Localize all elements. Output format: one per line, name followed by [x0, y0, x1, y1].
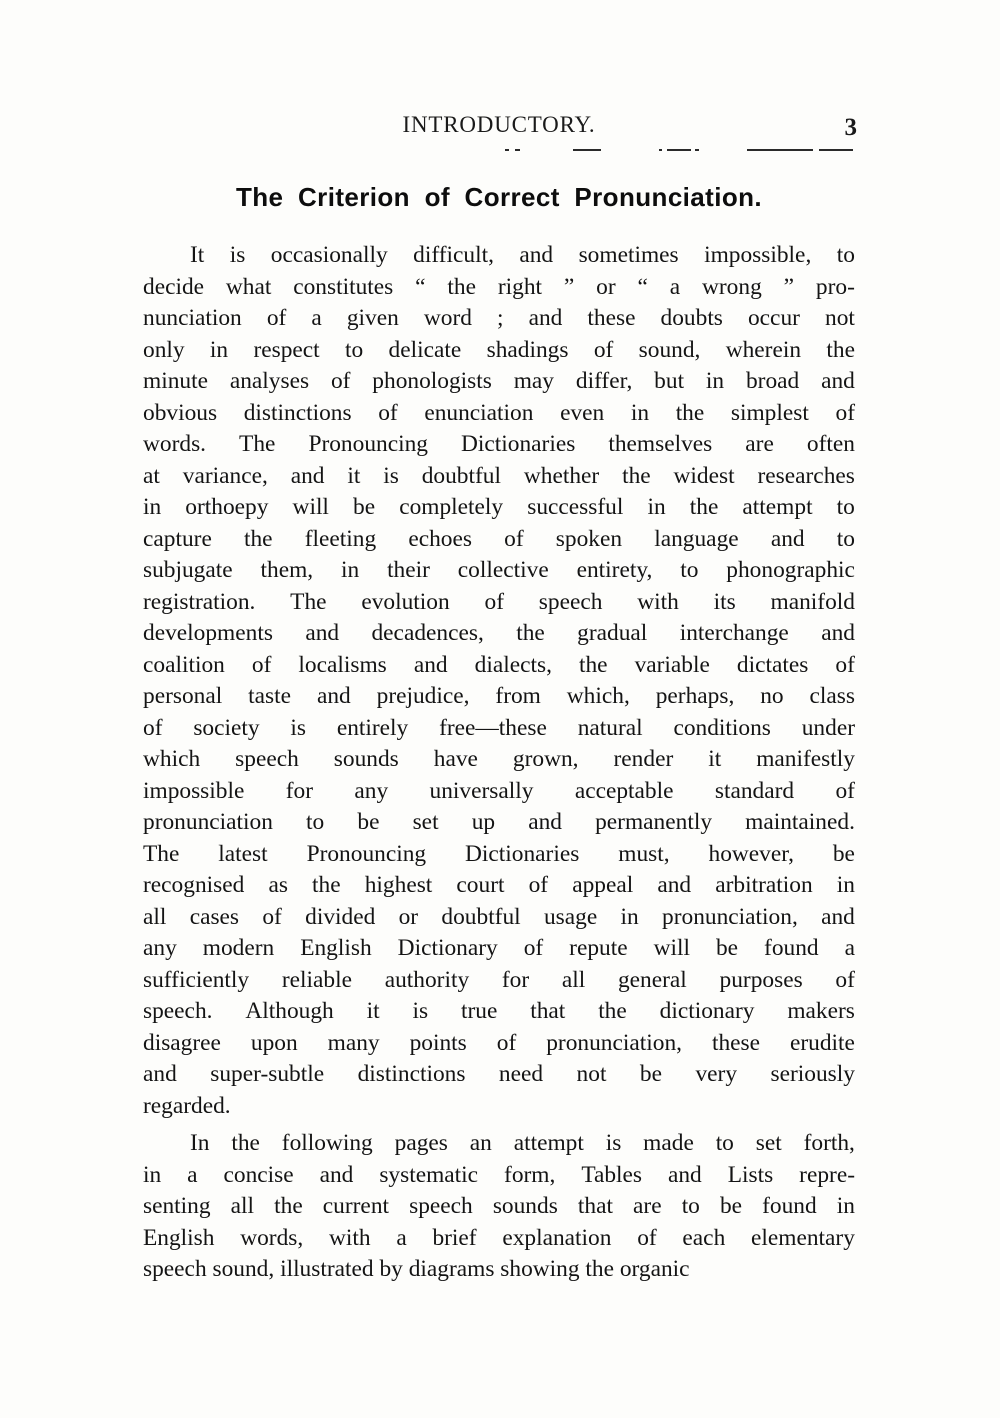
text-line: minute analyses of phonologists may differ, but in broad and: [143, 368, 855, 394]
text-line: speech. Although it is true that the dictionary makers: [143, 998, 855, 1024]
text-line: registration. The evolution of speech with its manifold: [143, 588, 855, 615]
text-line: coalition of localisms and dialects, the variable dictates of: [143, 651, 855, 678]
text-line: words. The Pronouncing Dictionaries themselves are often: [143, 431, 855, 457]
text-line: impossible for any universally acceptable standard of: [143, 777, 855, 804]
text-line: in a concise and systematic form, Tables and Lists repre-: [143, 1161, 855, 1188]
header-rule-segment: [819, 149, 853, 151]
text-line: senting all the current speech sounds that are to be found in: [143, 1193, 855, 1219]
header-rule-segment: [747, 149, 813, 151]
text-line: sufficiently reliable authority for all general purposes of: [143, 966, 855, 993]
text-line: only in respect to delicate shadings of sound, wherein the: [143, 336, 855, 363]
text-line: In the following pages an attempt is made to set forth,: [190, 1130, 855, 1156]
text-line: regarded.: [143, 1092, 231, 1119]
text-line: personal taste and prejudice, from which, perhaps, no class: [143, 683, 855, 709]
text-line: English words, with a brief explanation of each elementary: [143, 1224, 855, 1251]
text-line: and super-subtle distinctions need not be very seriously: [143, 1061, 855, 1087]
text-line: at variance, and it is doubtful whether the widest researches: [143, 462, 855, 489]
header-rule-segment: [659, 149, 662, 151]
text-line: It is occasionally difficult, and sometimes impossible, to: [190, 242, 855, 268]
text-line: any modern English Dictionary of repute will be found a: [143, 935, 855, 961]
paragraph-1: [143, 240, 855, 1122]
header-rule-segment: [695, 149, 699, 151]
text-line: which speech sounds have grown, render it manifestly: [143, 746, 855, 772]
text-line: obvious distinctions of enunciation even in the simplest of: [143, 399, 855, 426]
text-line: decide what constitutes “ the right ” or “ a wrong ” pro-: [143, 273, 855, 300]
paragraph-2: [143, 1128, 855, 1286]
text-line: subjugate them, in their collective entirety, to phonographic: [143, 557, 855, 583]
text-line: in orthoepy will be completely successful in the attempt to: [143, 494, 855, 520]
text-line: nunciation of a given word ; and these doubts occur not: [143, 305, 855, 331]
text-line: all cases of divided or doubtful usage in pronunciation, and: [143, 903, 855, 930]
header-rule: [143, 146, 855, 154]
header-rule-segment: [505, 149, 509, 151]
header-rule-segment: [573, 149, 601, 151]
header-rule-segment: [667, 149, 691, 151]
text-line: disagree upon many points of pronunciation, these erudite: [143, 1029, 855, 1056]
running-head: [143, 112, 855, 146]
text-line: capture the fleeting echoes of spoken language and to: [143, 525, 855, 552]
header-rule-segment: [515, 149, 520, 151]
page-number: 3: [844, 114, 857, 141]
text-line: of society is entirely free—these natural conditions under: [143, 714, 855, 741]
text-line: developments and decadences, the gradual interchange and: [143, 620, 855, 646]
section-title: The Criterion of Correct Pronunciation.: [235, 182, 763, 212]
text-line: pronunciation to be set up and permanently maintained.: [143, 809, 855, 835]
text-line: recognised as the highest court of appeal and arbitration in: [143, 872, 855, 898]
running-head-title: INTRODUCTORY.: [402, 112, 596, 137]
text-line: The latest Pronouncing Dictionaries must, however, be: [143, 840, 855, 867]
text-line: speech sound, illustrated by diagrams showing the organic: [143, 1256, 690, 1282]
